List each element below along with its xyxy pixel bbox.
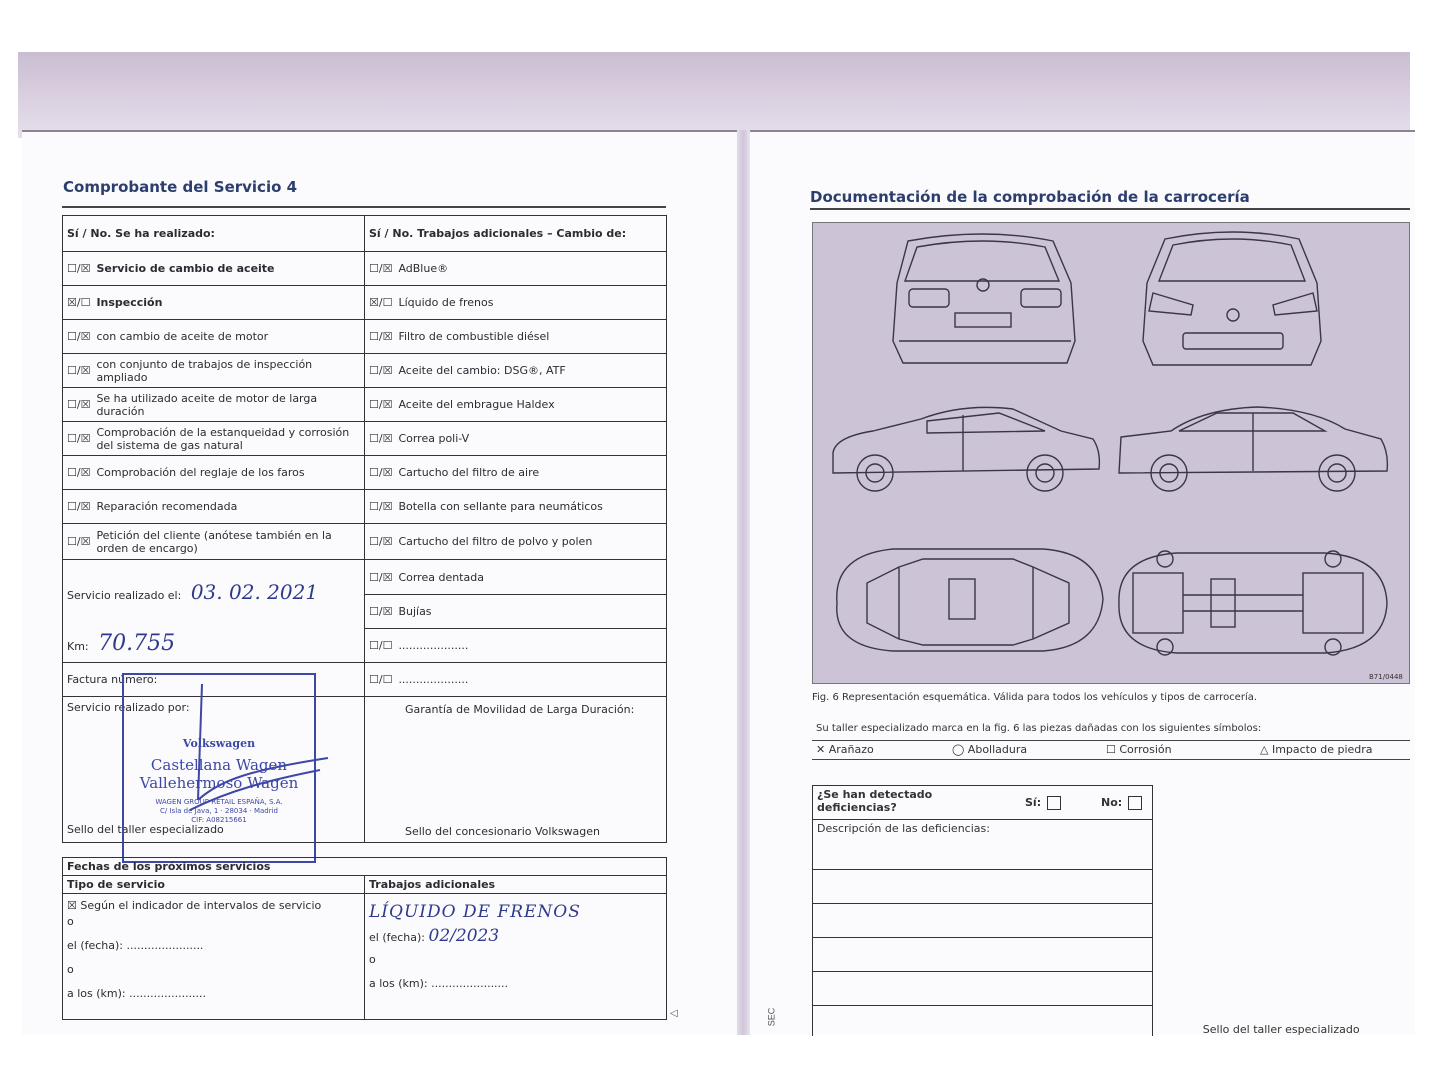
row-label: Petición del cliente (anótese también en la orden de encargo): [96, 528, 332, 555]
checkbox-pair[interactable]: ☐/☒: [369, 432, 393, 445]
legend-stone-impact: △ Impacto de piedra: [1260, 743, 1373, 756]
service-date-value[interactable]: 03. 02. 2021: [190, 580, 319, 605]
description-label: Descripción de las deficiencias:: [817, 822, 990, 835]
checkbox-pair[interactable]: ☒/☐: [369, 296, 393, 309]
service-by-label: Servicio realizado por:: [67, 701, 190, 714]
checkbox-pair[interactable]: ☐/☒: [67, 364, 91, 377]
checkbox-pair[interactable]: ☐/☒: [369, 535, 393, 548]
row-label: Bujías: [398, 605, 432, 618]
legend-corrosion: ☐ Corrosión: [1106, 743, 1172, 756]
legend-scratch: ✕ Arañazo: [816, 743, 874, 756]
checkbox-pair[interactable]: ☐/☒: [369, 500, 393, 513]
checkbox-pair[interactable]: ☐/☐: [369, 673, 393, 686]
car-top-view-icon: [837, 549, 1103, 651]
row-label: Cartucho del filtro de aire: [398, 466, 540, 479]
damage-symbol-legend: [812, 740, 1410, 760]
col-additional-header: Sí / No. Trabajos adicionales – Cambio de:: [365, 216, 667, 252]
row-label: Líquido de frenos: [398, 296, 494, 309]
legend-dent: ◯ Abolladura: [952, 743, 1028, 756]
row-label: con conjunto de trabajos de inspección ampliado: [96, 357, 313, 384]
invoice-label: Factura número:: [67, 673, 158, 686]
spine-code: SEC: [766, 1007, 777, 1027]
next-type-header: Tipo de servicio: [63, 876, 365, 894]
figure-code: B71/0448: [1369, 673, 1403, 681]
col-done-header: Sí / No. Se ha realizado:: [63, 216, 365, 252]
stamp-line-4: C/ Isla de Java, 1 · 28034 · Madrid: [160, 807, 278, 815]
next-date-field[interactable]: el (fecha): ......................: [67, 939, 204, 952]
row-label: AdBlue®: [398, 262, 449, 275]
table-row: [63, 354, 667, 388]
row-label: Servicio de cambio de aceite: [96, 262, 275, 275]
row-label: Reparación recomendada: [96, 500, 238, 513]
checkbox-pair[interactable]: ☐/☐: [369, 639, 393, 652]
checkbox-pair[interactable]: ☐/☒: [67, 535, 91, 548]
checkbox-pair[interactable]: ☐/☒: [67, 500, 91, 513]
row-label: Aceite del embrague Haldex: [398, 398, 555, 411]
workshop-seal-label: Sello del taller especializado: [67, 823, 224, 836]
title-underline: [810, 208, 1410, 210]
row-label: Cartucho del filtro de polvo y polen: [398, 535, 593, 548]
warranty-label: Garantía de Movilidad de Larga Duración:: [405, 703, 635, 716]
next-b-date-value[interactable]: 02/2023: [428, 926, 500, 946]
checkbox-pair[interactable]: ☐/☒: [67, 330, 91, 343]
table-row: [63, 422, 667, 456]
row-label: Se ha utilizado aceite de motor de larga duración: [96, 391, 318, 418]
or-text: o: [67, 915, 74, 928]
checkbox-pair[interactable]: ☐/☒: [67, 262, 91, 275]
deficiencies-table: [812, 785, 1410, 1036]
next-work-handwritten[interactable]: LÍQUIDO DE FRENOS: [369, 902, 581, 922]
row-label: Inspección: [96, 296, 163, 309]
row-label: Filtro de combustible diésel: [398, 330, 550, 343]
next-work-header: Trabajos adicionales: [365, 876, 667, 894]
description-line[interactable]: [813, 938, 1153, 972]
checkbox-pair[interactable]: ☐/☒: [369, 364, 393, 377]
checkbox-pair[interactable]: ☐/☒: [369, 605, 393, 618]
signature-icon: [150, 680, 340, 840]
left-page-title: Comprobante del Servicio 4: [63, 178, 298, 196]
car-diagram-panel: [812, 222, 1410, 684]
no-label: No:: [1101, 796, 1123, 809]
row-label: con cambio de aceite de motor: [96, 330, 269, 343]
checkbox-pair[interactable]: ☐/☒: [67, 432, 91, 445]
table-row: [63, 456, 667, 490]
row-label: ....................: [398, 673, 469, 686]
checkbox-pair[interactable]: ☐/☒: [369, 262, 393, 275]
right-page-title: Documentación de la comprobación de la carrocería: [810, 188, 1250, 206]
description-field[interactable]: [813, 820, 1153, 870]
row-label: Comprobación de la estanqueidad y corrosión del sistema de gas natural: [96, 425, 350, 452]
table-row: [63, 629, 667, 663]
car-side-view-right-icon: [1119, 407, 1387, 491]
stamp-line-5: CIF: A08215661: [191, 816, 247, 824]
booklet-spine: [737, 130, 750, 1035]
yes-label: Sí:: [1025, 796, 1042, 809]
checkbox-pair[interactable]: ☒/☐: [67, 296, 91, 309]
workshop-seal-label-right: Sello del taller especializado: [1202, 1022, 1360, 1036]
scan-top-band: [18, 52, 1410, 138]
row-label: Aceite del cambio: DSG®, ATF: [398, 364, 566, 377]
checkbox-pair[interactable]: ☐/☒: [369, 398, 393, 411]
deficiencies-question: ¿Se han detectado deficiencias?: [817, 788, 933, 814]
car-rear-view-icon: [893, 234, 1075, 363]
service-date-label: Servicio realizado el:: [67, 589, 182, 603]
table-row: [63, 286, 667, 320]
km-label: Km:: [67, 640, 89, 654]
table-row: [63, 320, 667, 354]
no-checkbox[interactable]: [1128, 796, 1142, 810]
car-front-view-icon: [1143, 232, 1321, 365]
or-text: o: [369, 953, 376, 966]
next-interval-option[interactable]: ☒ Según el indicador de intervalos de servicio: [67, 899, 322, 912]
km-value[interactable]: 70.755: [98, 631, 176, 657]
next-km-field[interactable]: a los (km): ......................: [67, 987, 207, 1000]
description-line[interactable]: [813, 870, 1153, 904]
next-services-title: Fechas de los próximos servicios: [63, 858, 667, 876]
yes-checkbox[interactable]: [1047, 796, 1061, 810]
stamp-line-3: WAGEN GROUP RETAIL ESPAÑA, S.A.: [155, 798, 283, 806]
car-diagram-icon: [813, 223, 1411, 685]
or-text: o: [67, 963, 74, 976]
table-row: [63, 560, 667, 595]
checkbox-pair[interactable]: ☐/☒: [67, 398, 91, 411]
marking-instruction: Su taller especializado marca en la fig. 6 las piezas dañadas con los siguientes símbolos:: [816, 723, 1262, 734]
row-label: Correa dentada: [398, 570, 484, 584]
next-b-km-field[interactable]: a los (km): ......................: [369, 977, 509, 990]
checkbox-pair[interactable]: ☐/☒: [369, 570, 393, 584]
checkbox-pair[interactable]: ☐/☒: [369, 466, 393, 479]
stamp-line-2: Vallehermoso Wagen: [139, 774, 299, 792]
checkbox-pair[interactable]: ☐/☒: [369, 330, 393, 343]
table-row: [63, 252, 667, 286]
row-label: Comprobación del reglaje de los faros: [96, 466, 305, 479]
dealer-seal-label: Sello del concesionario Volkswagen: [405, 825, 601, 838]
stamp-line-1: Castellana Wagen: [150, 756, 288, 774]
row-label: Correa poli-V: [398, 432, 470, 445]
stamp-brand: Volkswagen: [182, 737, 256, 750]
table-row: [63, 524, 667, 560]
row-label: ....................: [398, 639, 469, 652]
description-line[interactable]: [813, 972, 1153, 1006]
car-side-view-left-icon: [833, 407, 1099, 491]
checkbox-pair[interactable]: ☐/☒: [67, 466, 91, 479]
page-corner-arrow-icon: ◁: [670, 1008, 678, 1019]
car-underside-view-icon: [1119, 551, 1387, 655]
row-label: Botella con sellante para neumáticos: [398, 500, 603, 513]
figure-caption: Fig. 6 Representación esquemática. Válida para todos los vehículos y tipos de carrocería.: [812, 692, 1258, 703]
table-row: [63, 490, 667, 524]
next-b-date-label: el (fecha):: [369, 931, 426, 944]
description-line[interactable]: [813, 1006, 1153, 1036]
title-underline: [62, 206, 666, 208]
description-line[interactable]: [813, 904, 1153, 938]
table-row: [63, 388, 667, 422]
next-services-table: [62, 857, 667, 1020]
